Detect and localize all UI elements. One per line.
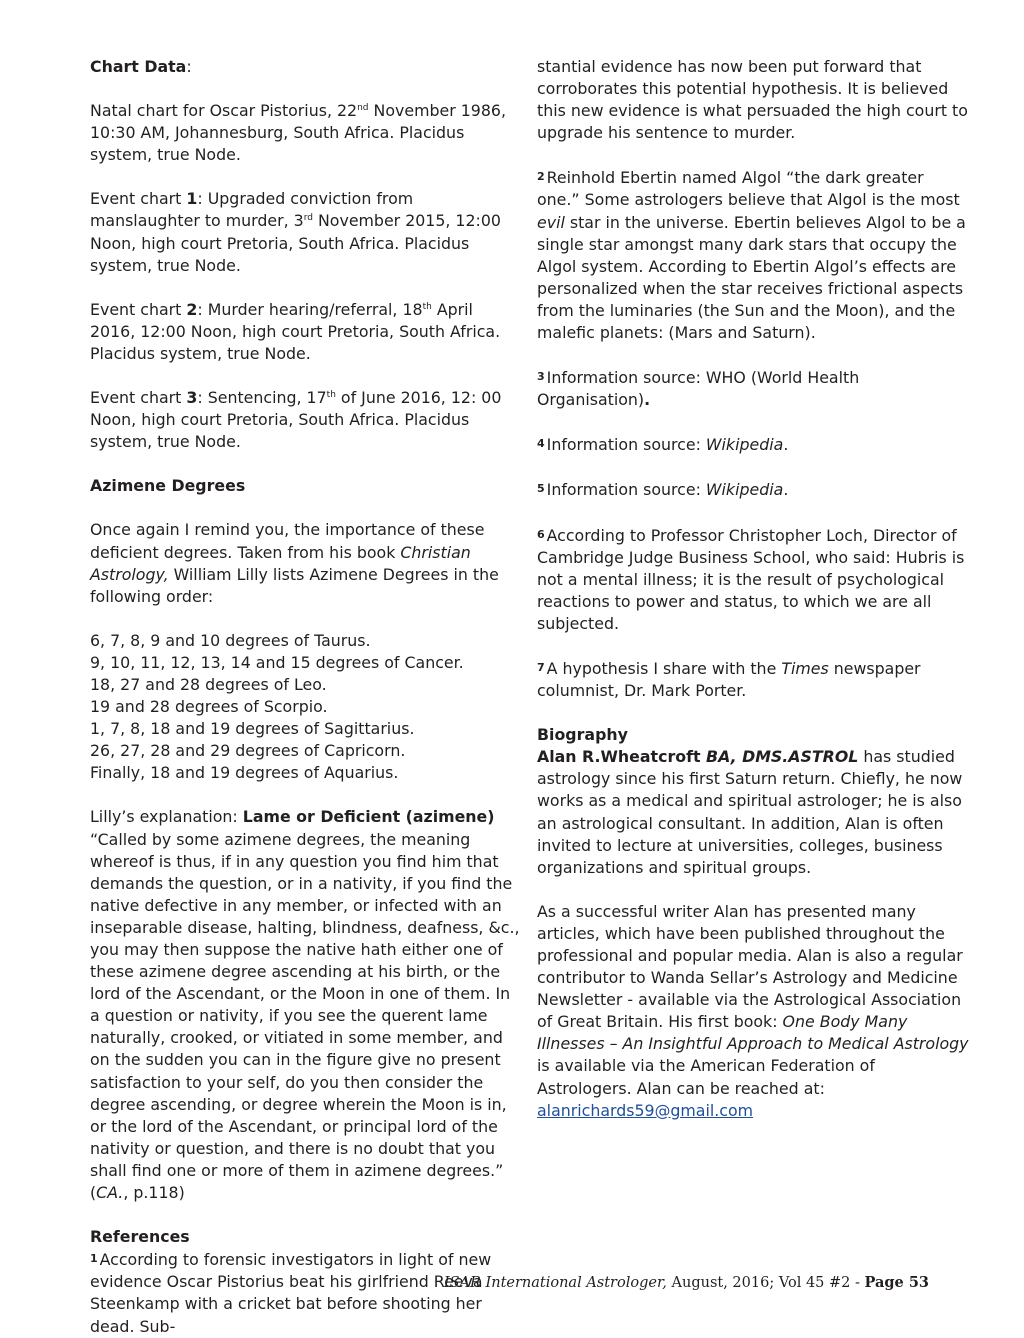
footnote-number: 4 xyxy=(537,437,545,451)
footnote-number: 1 xyxy=(90,1252,98,1266)
list-item: Finally, 18 and 19 degrees of Aquarius. xyxy=(90,763,399,783)
book-title: One Body Many Illnesses – An Insightful Approach to Medical Astrology xyxy=(537,1012,969,1054)
reference-6: 6 According to Professor Christopher Loch, Director of Cambridge Judge Business School, who said: Hubris is not a mental illness; it is the result of psychological reactions to power and status, to which we are all subjected. xyxy=(537,525,965,633)
list-item: 6, 7, 8, 9 and 10 degrees of Taurus. xyxy=(90,630,371,650)
reference-7: 7 A hypothesis I share with the Times newspaper columnist, Dr. Mark Porter. xyxy=(537,658,921,701)
lilly-term: Lame or Deficient (azimene) xyxy=(242,807,495,827)
lilly-quote: “Called by some azimene degrees, the meaning whereof is thus, if in any question you find him that demands the question, or in a nativity, if you find the native defective in any member, or infected with an inseparable disease, halting, blindness, deafness, &c., you may then suppose the native hath either one of these azimene degree ascending at his birth, or the lord of the Ascendant, or the Moon in one of them. In a question or nativity, if you see the querent lame naturally, crooked, or vitiated in some member, and on the sudden you can in the figure give no present satisfaction to your self, do you then consider the degree ascending, or degree wherein the Moon is in, or the lord of the Ascendant, or principal lord of the nativity or question, and there is no doubt that you shall find one or more of them in azimene degrees.” ( xyxy=(90,829,520,1203)
event-chart-2-paragraph: Event chart 2: Murder hearing/referral, 18th April 2016, 12:00 Noon, high court Pretoria, South Africa. Placidus system, true Node. xyxy=(90,299,501,363)
list-item: 1, 7, 8, 18 and 19 degrees of Sagittarius. xyxy=(90,719,415,739)
chart-data-paragraph: Chart Data: xyxy=(90,57,192,76)
lilly-explanation-paragraph: Lilly’s explanation: Lame or Deficient (azimene) “Called by some azimene degrees, the meaning whereof is thus, if in any question you find him that demands the question, or in a nativity, if you find the native defective in any member, or infected with an inseparable disease, halting, blindness, deafness, &c., you may then suppose the native hath either one of these azimene degree ascending at his birth, or the lord of the Ascendant, or the Moon in one of them. In a question or nativity, if you see the querent lame naturally, crooked, or vitiated in some member, and on the sudden you can in the figure give no present satisfaction to your self, do you then consider the degree ascending, or degree wherein the Moon is in, or the lord of the Ascendant, or principal lord of the nativity or question, and there is no doubt that you shall find one or more of them in azimene degrees.” (CA., p.118) xyxy=(90,807,520,1203)
issue-info: August, 2016; Vol 45 #2 - xyxy=(666,1275,865,1291)
page-number: Page 53 xyxy=(864,1274,929,1291)
reference-3: 3 Information source: WHO (World Health Organisation). xyxy=(537,368,860,410)
footnote-number: 7 xyxy=(537,660,545,674)
reference-4: 4 Information source: Wikipedia. xyxy=(537,435,789,455)
list-item: 18, 27 and 28 degrees of Leo. xyxy=(90,674,327,694)
reference-5: 5 Information source: Wikipedia. xyxy=(537,480,789,500)
list-item: 9, 10, 11, 12, 13, 14 and 15 degrees of Cancer. xyxy=(90,652,464,672)
page-footer xyxy=(444,1274,929,1291)
event-chart-1-paragraph: Event chart 1: Upgraded conviction from manslaughter to murder, 3rd November 2015, 12:00 Noon, high court Pretoria, South Africa. Placidus system, true Node. xyxy=(90,189,501,275)
azimene-degree-list xyxy=(90,630,520,785)
footnote-number: 2 xyxy=(537,170,545,184)
biography-heading: Biography xyxy=(537,725,628,745)
list-item: 19 and 28 degrees of Scorpio. xyxy=(90,697,328,717)
publication-name: ISAR International Astrologer, xyxy=(443,1275,667,1291)
footnote-number: 3 xyxy=(537,370,545,384)
book-title: Christian Astrology, xyxy=(90,542,471,584)
reference-2: 2 Reinhold Ebertin named Algol “the dark greater one.” Some astrologers believe that Algol is the most evil star in the universe. Ebertin believes Algol to be a single star amongst many dark stars that occupy the Algol system. According to Ebertin Algol’s effects are personalized when the star receives frictional aspects from the luminaries (the Sun and the Moon), and the malefic planets: (Mars and Saturn). xyxy=(537,168,966,343)
references-heading: References xyxy=(90,1227,190,1247)
reference-1-text: According to forensic investigators in light of new evidence Oscar Pistorius beat his girlfriend Reeva Steenkamp with a cricket bat before shooting her dead. Sub- xyxy=(90,1250,492,1336)
right-column xyxy=(537,56,969,1144)
chart-data-heading: Chart Data xyxy=(90,57,187,76)
azimene-intro-paragraph: Once again I remind you, the importance of these deficient degrees. Taken from his book Christian Astrology, William Lilly lists Azimene Degrees in the following order: xyxy=(90,520,499,606)
azimene-heading: Azimene Degrees xyxy=(90,476,246,496)
left-column xyxy=(90,56,520,1338)
biography-paragraph-2: As a successful writer Alan has presented many articles, which have been published throughout the professional and popular media. Alan is also a regular contributor to Wanda Sellar’s Astrology and Medicine Newsletter - available via the Astrological Association of Great Britain. His first book: One Body Many Illnesses – An Insightful Approach to Medical Astrology is available via the American Federation of Astrologers. Alan can be reached at: alanrichards59@gmail.com xyxy=(537,901,969,1120)
natal-chart-paragraph: Natal chart for Oscar Pistorius, 22nd November 1986, 10:30 AM, Johannesburg, South Africa. Placidus system, true Node. xyxy=(90,101,506,165)
reference-1-continued: stantial evidence has now been put forward that corroborates this potential hypothesis. It is believed this new evidence is what persuaded the high court to upgrade his sentence to murder. xyxy=(537,57,968,143)
biography-paragraph-1: Biography Alan R.Wheatcroft BA, DMS.ASTROL has studied astrology since his first Saturn return. Chiefly, he now works as a medical and spiritual astrologer; he is also an astrological consultant. In addition, Alan is often invited to lecture at universities, colleges, business organizations and spiritual groups. xyxy=(537,725,963,877)
author-name: Alan R.Wheatcroft xyxy=(537,747,707,767)
list-item: 26, 27, 28 and 29 degrees of Capricorn. xyxy=(90,741,406,761)
email-link[interactable]: alanrichards59@gmail.com xyxy=(537,1100,754,1120)
author-qualifications: BA, DMS.ASTROL xyxy=(706,747,859,767)
footnote-number: 5 xyxy=(537,482,545,496)
footnote-number: 6 xyxy=(537,527,545,541)
event-chart-3-paragraph: Event chart 3: Sentencing, 17th of June 2016, 12: 00 Noon, high court Pretoria, South Africa. Placidus system, true Node. xyxy=(90,388,502,452)
